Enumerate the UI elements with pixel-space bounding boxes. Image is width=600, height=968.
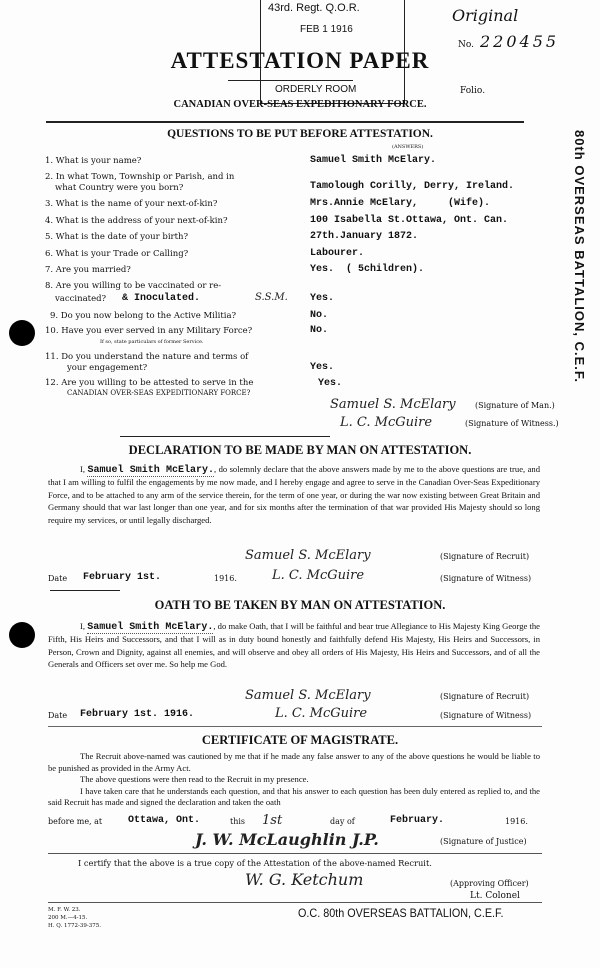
form-numbers: [48, 906, 101, 930]
oath-body: , do make Oath, that I will be faithful and bear true Allegiance to His Majesty King George the Fifth, His Heirs and Successors, and that I will as in duty bound honestly and faithfully defend His Majesty, His Heirs and Successors, in Person, Crown and Dignity, against all enemies, and will observe and obey all orders of His Majesty, His Heirs and Successors, and of all the Generals and Officers set over me. So help me God.: [48, 621, 540, 670]
oath-signature-witness-label: (Signature of Witness): [440, 711, 532, 720]
answer-2: Tamolough Corilly, Derry, Ireland.: [310, 181, 515, 192]
answer-11: Yes.: [310, 362, 335, 373]
certificate-p3: I have taken care that he understands each question, and that his answer to each question has been duly entered as replied to, and the said Recruit has made and signed the declaration and taken the oath: [48, 785, 540, 807]
answer-9: No.: [310, 310, 329, 321]
answer-6: Labourer.: [310, 248, 365, 259]
stamp-orderly-room: ORDERLY ROOM: [275, 84, 357, 95]
answer-10: No.: [310, 325, 329, 336]
initials: S.S.M.: [255, 292, 288, 303]
oath-date-label: Date: [48, 711, 68, 720]
regimental-number: 220455: [480, 32, 560, 51]
battalion-stamp: 80th OVERSEAS BATTALION, C.E.F.: [572, 130, 587, 383]
punch-hole: [9, 622, 35, 648]
declaration-signature-witness: L. C. McGuire: [272, 568, 365, 583]
signature-of-man-label: (Signature of Man.): [475, 401, 555, 410]
question-12: 12. Are you willing to be attested to serve in the: [45, 378, 254, 388]
answers-label: (ANSWERS): [392, 144, 424, 150]
question-6: 6. What is your Trade or Calling?: [45, 249, 189, 259]
declaration-signature-recruit: Samuel S. McElary: [245, 548, 371, 563]
declaration-heading: DECLARATION TO BE MADE BY MAN ON ATTESTATION.: [128, 443, 472, 457]
answer-12: Yes.: [318, 378, 343, 389]
signature-of-officer: W. G. Ketchum: [245, 870, 364, 889]
signature-of-witness: L. C. McGuire: [340, 415, 433, 430]
answer-7: Yes. ( 5children).: [310, 264, 425, 275]
question-4: 4. What is the address of your next-of-kin?: [45, 216, 228, 226]
page-title: ATTESTATION PAPER: [170, 48, 430, 73]
declaration-date: February 1st.: [83, 572, 162, 583]
signature-of-justice-label: (Signature of Justice): [440, 837, 527, 846]
number-label: No.: [458, 40, 474, 50]
place: Ottawa, Ont.: [128, 815, 201, 826]
questions-heading: QUESTIONS TO BE PUT BEFORE ATTESTATION.: [167, 128, 433, 140]
certificate-p2: The above questions were then read to the Recruit in my presence.: [80, 774, 309, 784]
declaration-body: , do solemnly declare that the above answers made by me to the above questions are true, and that I am willing to fulfil the engagements by me now made, and I hereby engage and agree to serve in the Canadian Over-Seas Expeditionary Force, and to be attached to any arm of the service therein, for the term of one year, or during the war now existing between Great Britain and Germany should that war last longer than one year, and for six months after the termination of that war provided His Majesty should so long require my services, or until legally discharged.: [48, 464, 540, 525]
signature-of-witness-label: (Signature of Witness.): [465, 419, 559, 428]
declaration-name: Samuel Smith McElary.: [87, 465, 214, 476]
question-2: 2. In what Town, Township or Parish, and in: [45, 172, 235, 182]
oath-heading: OATH TO BE TAKEN BY MAN ON ATTESTATION.: [154, 598, 446, 612]
oath-text: [48, 620, 540, 671]
declaration-signature-recruit-label: (Signature of Recruit): [440, 552, 530, 561]
signature-of-justice: J. W. McLaughlin J.P.: [195, 830, 379, 849]
oath-date: February 1st. 1916.: [80, 709, 195, 720]
declaration-date-label: Date: [48, 574, 68, 583]
month: February.: [390, 815, 445, 826]
signature-of-officer-label: (Approving Officer): [450, 879, 529, 888]
oath-prefix: I,: [80, 621, 86, 631]
question-3: 3. What is the name of your next-of-kin?: [45, 199, 218, 209]
declaration-prefix: I,: [80, 464, 86, 474]
question-8-addition: & Inoculated.: [122, 293, 201, 304]
answer-8: Yes.: [310, 293, 335, 304]
question-10: 10. Have you ever served in any Military Force?: [45, 326, 253, 336]
this-label: this: [230, 817, 246, 826]
signature-of-man: Samuel S. McElary: [330, 397, 456, 412]
answer-3: Mrs.Annie McElary, (Wife).: [310, 198, 491, 209]
question-1: 1. What is your name?: [45, 156, 142, 166]
oc-stamp: O.C. 80th OVERSEAS BATTALION, C.E.F.: [298, 906, 504, 920]
certify-text: I certify that the above is a true copy of the Attestation of the above-named Recruit.: [78, 858, 432, 868]
question-11-cont: your engagement?: [67, 363, 148, 373]
declaration-text: [48, 463, 540, 526]
oath-signature-recruit: Samuel S. McElary: [245, 688, 371, 703]
certificate-text: [48, 751, 540, 809]
question-8-cont: vaccinated?: [55, 294, 107, 304]
form-number-line: 200 M.—4-15.: [48, 915, 88, 921]
question-12-cont: CANADIAN OVER-SEAS EXPEDITIONARY FORCE?: [67, 389, 251, 397]
day-of-label: day of: [330, 817, 355, 826]
original-note: Original: [452, 6, 519, 25]
page-subtitle: CANADIAN OVER-SEAS EXPEDITIONARY FORCE.: [173, 99, 427, 110]
rank: Lt. Colonel: [470, 891, 520, 901]
stamp-regiment: 43rd. Regt. Q.O.R.: [268, 2, 360, 14]
form-number-line: M. F. W. 23.: [48, 907, 81, 913]
answer-1: Samuel Smith McElary.: [310, 155, 437, 166]
oath-signature-recruit-label: (Signature of Recruit): [440, 692, 530, 701]
question-5: 5. What is the date of your birth?: [45, 232, 189, 242]
form-number-line: H. Q. 1772-39-375.: [48, 923, 101, 929]
folio-label: Folio.: [460, 86, 486, 96]
answer-4: 100 Isabella St.Ottawa, Ont. Can.: [310, 215, 509, 226]
day: 1st: [262, 813, 283, 828]
question-11: 11. Do you understand the nature and terms of: [45, 352, 249, 362]
answer-5: 27th.January 1872.: [310, 231, 419, 242]
punch-hole: [9, 320, 35, 346]
question-7: 7. Are you married?: [45, 265, 131, 275]
question-9: 9. Do you now belong to the Active Militia?: [50, 311, 237, 321]
declaration-year: 1916.: [214, 574, 237, 583]
oath-name: Samuel Smith McElary.: [87, 622, 214, 633]
before-me-label: before me, at: [48, 817, 103, 826]
question-8: 8. Are you willing to be vaccinated or re-: [45, 281, 222, 291]
stamp-date: FEB 1 1916: [300, 24, 353, 35]
question-10-note: If so, state particulars of former Service.: [100, 339, 204, 345]
oath-signature-witness: L. C. McGuire: [275, 706, 368, 721]
certificate-year: 1916.: [505, 817, 528, 826]
certificate-p1: The Recruit above-named was cautioned by me that if he made any false answer to any of the above questions he would be liable to be punished as provided in the Army Act.: [48, 751, 540, 773]
certificate-heading: CERTIFICATE OF MAGISTRATE.: [201, 733, 399, 747]
declaration-signature-witness-label: (Signature of Witness): [440, 574, 532, 583]
question-2-cont: what Country were you born?: [55, 183, 184, 193]
